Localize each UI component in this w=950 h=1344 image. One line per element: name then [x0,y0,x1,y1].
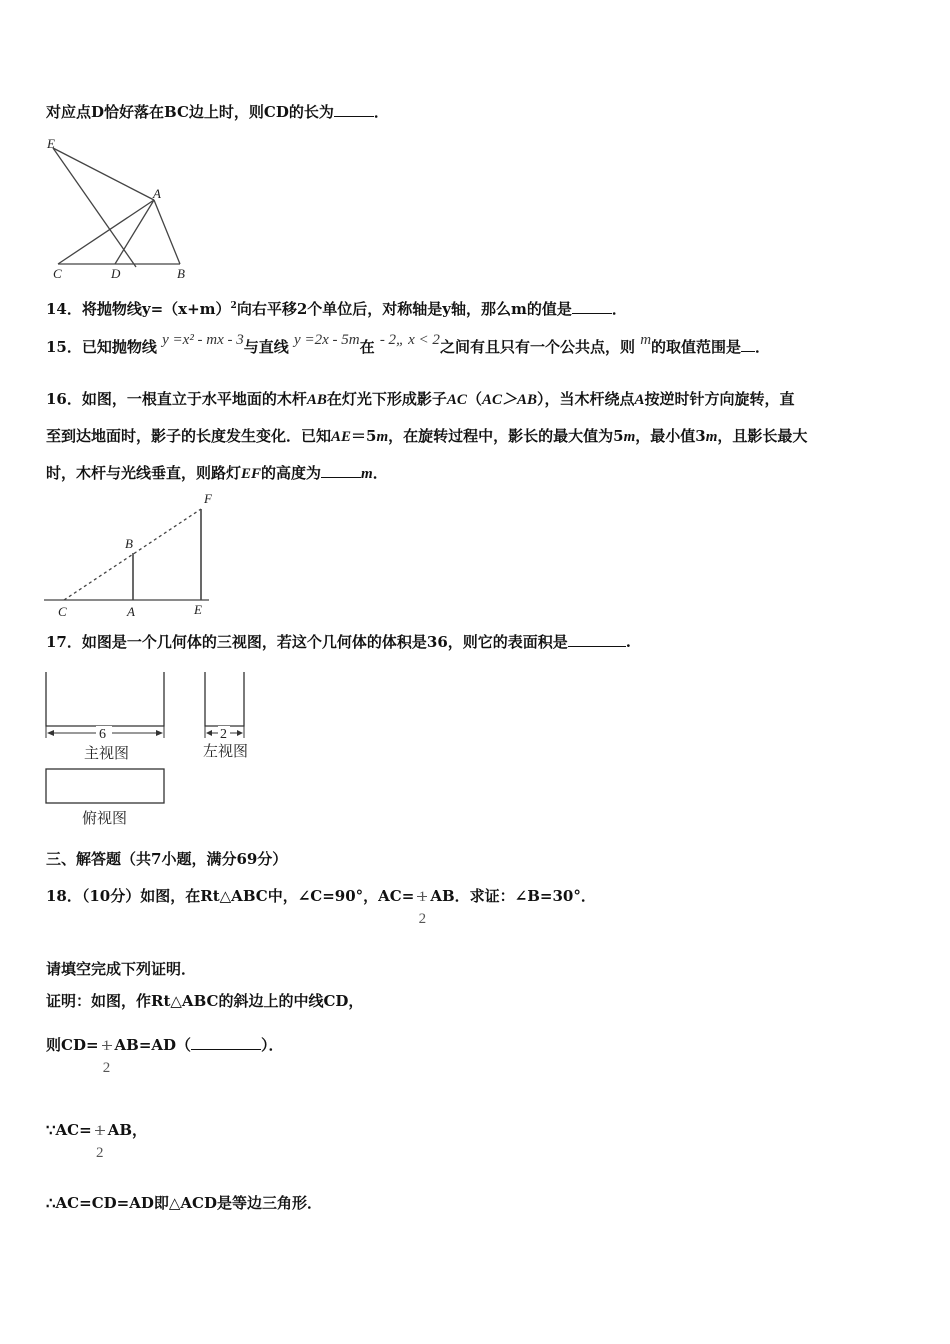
q18-fill-prompt: 请填空完成下列证明． [46,960,197,978]
label-e: E [194,602,202,617]
q15-formula-m: m [640,332,652,348]
q15-formula-line: y =2x - 5m [294,332,360,348]
segment-ab [154,200,180,264]
arrow-right-icon [237,730,243,736]
q16-answer-blank[interactable] [321,463,361,478]
q17-answer-blank[interactable] [568,632,626,647]
q18-proof-4: ∴AC=CD=AD即△ACD是等边三角形． [46,1194,322,1212]
q17: 17．如图是一个几何体的三视图，若这个几何体的体积是36，则它的表面积是 . [46,633,631,651]
q13-figure [44,136,194,282]
label-c: C [53,266,62,281]
section-3-title: 三、解答题（共7小题，满分69分） [46,850,288,868]
label-b: B [177,266,185,281]
segment-ca [58,200,154,264]
q18-reason-blank[interactable] [191,1035,261,1050]
fraction-one-half: 1 2 [95,1123,104,1161]
label-a: A [153,186,161,201]
top-view-outline [46,769,164,803]
arrow-right-icon [156,730,163,736]
q15: 15．已知抛物线 y =x² - mx - 3与直线 y =2x - 5m在 - 2„ x < 2之间有且只有一个公共点，则 m的取值范围是 ． [46,332,771,356]
side-dim-label: 2 [220,727,227,742]
label-f: F [204,491,212,506]
q15-formula-parabola: y =x² - mx - 3 [162,332,244,348]
front-view-outline [46,672,164,726]
q18-proof-3: ∵AC= 1 2 AB， [46,1108,147,1153]
q13-answer-blank[interactable] [334,102,374,117]
q18: 18．（10分）如图，在Rt△ABC中，∠C=90°，AC= 1 2 AB．求证：∠B=30°． [46,874,596,919]
q18-proof-1: 证明：如图，作Rt△ABC的斜边上的中线CD， [46,992,364,1010]
q14: 14．将抛物线$y=(x+m)^2$向右平移2个单位后，对称轴是y轴，那么m的值是 ． [46,300,627,318]
fraction-one-half: 1 2 [418,889,427,927]
q18-proof-2: 则CD= 1 2 AB=AD（ ）． [46,1023,284,1068]
q15-answer-blank[interactable] [741,337,755,352]
q14-answer-blank[interactable] [572,299,612,314]
arrow-left-icon [206,730,212,736]
label-c: C [58,604,67,619]
q15-formula-range: - 2„ x < 2 [379,332,440,348]
label-e: E [47,136,55,151]
top-view-caption: 俯视图 [82,809,128,827]
fraction-one-half: 1 2 [102,1038,111,1076]
label-a: A [127,604,135,619]
q16-line-1: 16．如图，一根直立于水平地面的木杆AB在灯光下形成影子AC（AC＞AB），当木杆绕点A按逆时针方向旋转，直 [46,390,795,408]
side-view-outline [205,672,244,726]
q16-line-2: 至到达地面时，影子的长度发生变化．已知AE＝5m，在旋转过程中，影长的最大值为5m，最小值3m，且影长最大 [46,427,808,445]
label-b: B [125,536,133,551]
arrow-left-icon [47,730,54,736]
q13-text: 对应点D恰好落在BC边上时，则CD的长为 [46,103,334,121]
segment-da [115,200,154,264]
q16-line-3: 时，木杆与光线垂直，则路灯EF的高度为 m． [46,464,388,482]
front-view-caption: 主视图 [84,744,130,762]
q13-line: 对应点D恰好落在BC边上时，则CD的长为 ． [46,103,389,121]
q16-figure [44,490,220,620]
side-view-caption: 左视图 [203,742,249,760]
label-d: D [111,266,121,281]
front-dim-label: 6 [99,727,106,742]
segment-ea [53,148,154,200]
